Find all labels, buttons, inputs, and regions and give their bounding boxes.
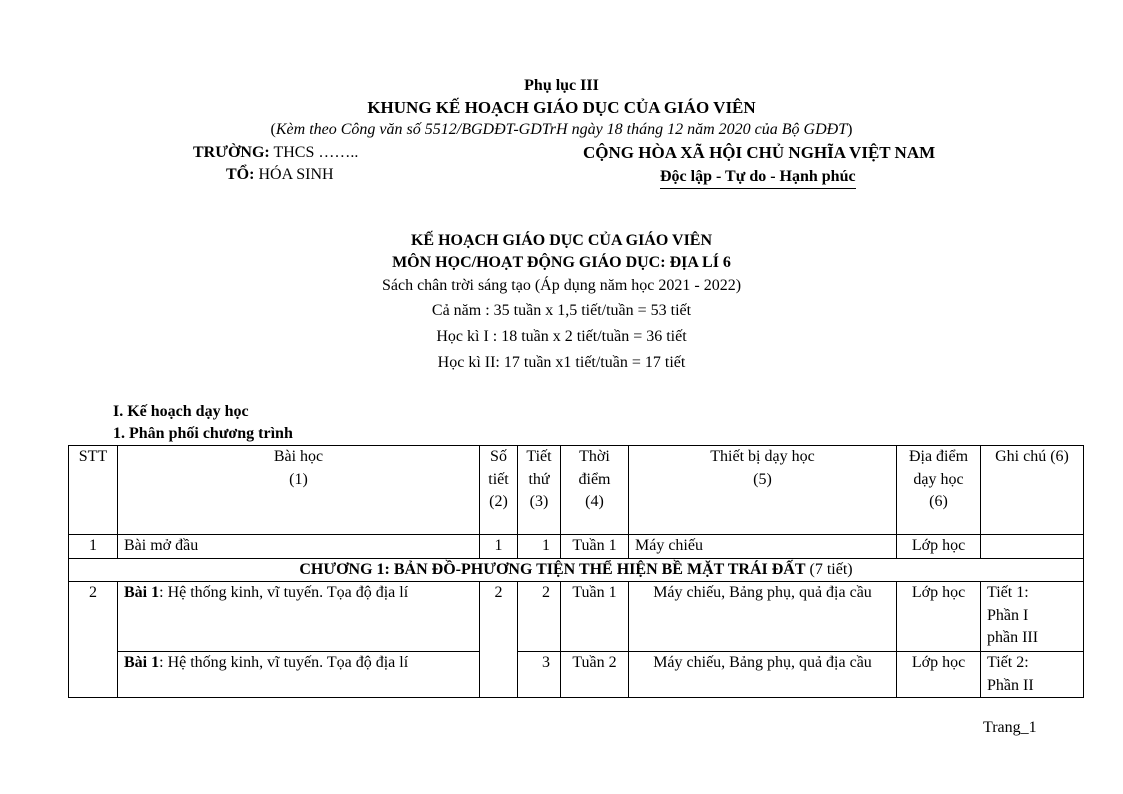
cell-order: 1 [518,535,561,559]
cell-order: 3 [518,652,561,698]
year-total-line: Cả năm : 35 tuần x 1,5 tiết/tuần = 53 tiết [431,302,692,319]
group-label: TỔ: [226,166,255,183]
school-value: THCS …….. [269,144,359,161]
cell-note: Tiết 1: Phần I phần III [981,582,1084,652]
cell-stt: 1 [69,535,118,559]
attached-note [0,120,1123,140]
cell-periods: 1 [480,535,518,559]
header-time: Thời điểm (4) [561,446,629,535]
cell-order: 2 [518,582,561,652]
header-order: Tiết thứ (3) [518,446,561,535]
book-line: Sách chân trời sáng tạo (Áp dụng năm học 2021 - 2022) [381,277,742,294]
section-heading: I. Kế hoạch dạy học [113,403,249,420]
chapter-periods: (7 tiết) [805,560,853,578]
cell-equipment: Máy chiếu, Bảng phụ, quả địa cầu [629,652,897,698]
header-place: Địa điểm dạy học (6) [897,446,981,535]
program-table [68,445,1084,698]
motto: Độc lập - Tự do - Hạnh phúc [660,167,856,189]
table-header-row [69,446,1084,535]
table-row [69,582,1084,652]
header-equipment: Thiết bị dạy học (5) [629,446,897,535]
chapter-row [69,558,1084,582]
header-lesson: Bài học (1) [118,446,480,535]
chapter-title: CHƯƠNG 1: BẢN ĐỒ-PHƯƠNG TIỆN THỂ HIỆN BỀ MẶT TRÁI ĐẤT [299,560,806,578]
group-value: HÓA SINH [254,166,334,183]
cell-time: Tuần 1 [561,535,629,559]
appendix-label: Phụ lục III [524,77,599,94]
cell-note: Tiết 2: Phần II [981,652,1084,698]
cell-note [981,535,1084,559]
cell-equipment: Máy chiếu [629,535,897,559]
cell-equipment: Máy chiếu, Bảng phụ, quả địa cầu [629,582,897,652]
term1-line: Học kì I : 18 tuần x 2 tiết/tuần = 36 tiết [436,328,687,345]
cell-periods: 2 [480,582,518,698]
school-label: TRƯỜNG: [193,144,270,161]
cell-time: Tuần 1 [561,582,629,652]
cell-time: Tuần 2 [561,652,629,698]
header-note: Ghi chú (6) [981,446,1084,535]
plan-title: KẾ HOẠCH GIÁO DỤC CỦA GIÁO VIÊN [410,232,713,249]
cell-lesson: Bài 1: Hệ thống kinh, vĩ tuyến. Tọa độ địa lí [118,652,480,698]
chapter-heading [69,558,1084,582]
page-number: Trang_1 [983,719,1037,736]
attached-close: ) [847,121,853,138]
subject-title: MÔN HỌC/HOẠT ĐỘNG GIÁO DỤC: ĐỊA LÍ 6 [392,254,731,271]
table-row [69,535,1084,559]
table-row [69,652,1084,698]
cell-place: Lớp học [897,582,981,652]
cell-lesson: Bài mở đầu [118,535,480,559]
framework-title: KHUNG KẾ HOẠCH GIÁO DỤC CỦA GIÁO VIÊN [367,98,756,117]
term2-line: Học kì II: 17 tuần x1 tiết/tuần = 17 tiết [437,354,686,371]
section-subheading: 1. Phân phối chương trình [113,425,293,442]
cell-place: Lớp học [897,535,981,559]
cell-place: Lớp học [897,652,981,698]
nation-title: CỘNG HÒA XÃ HỘI CHỦ NGHĨA VIỆT NAM [583,143,936,162]
header-periods: Số tiết (2) [480,446,518,535]
attached-text: Kèm theo Công văn số 5512/BGDĐT-GDTrH ngày 18 tháng 12 năm 2020 của Bộ GDĐT [275,121,848,138]
cell-stt: 2 [69,582,118,698]
header-stt: STT [69,446,118,535]
cell-lesson: Bài 1: Hệ thống kinh, vĩ tuyến. Tọa độ địa lí [118,582,480,652]
school-line [193,143,358,163]
attached-open: ( [270,121,276,138]
group-line [226,165,334,185]
